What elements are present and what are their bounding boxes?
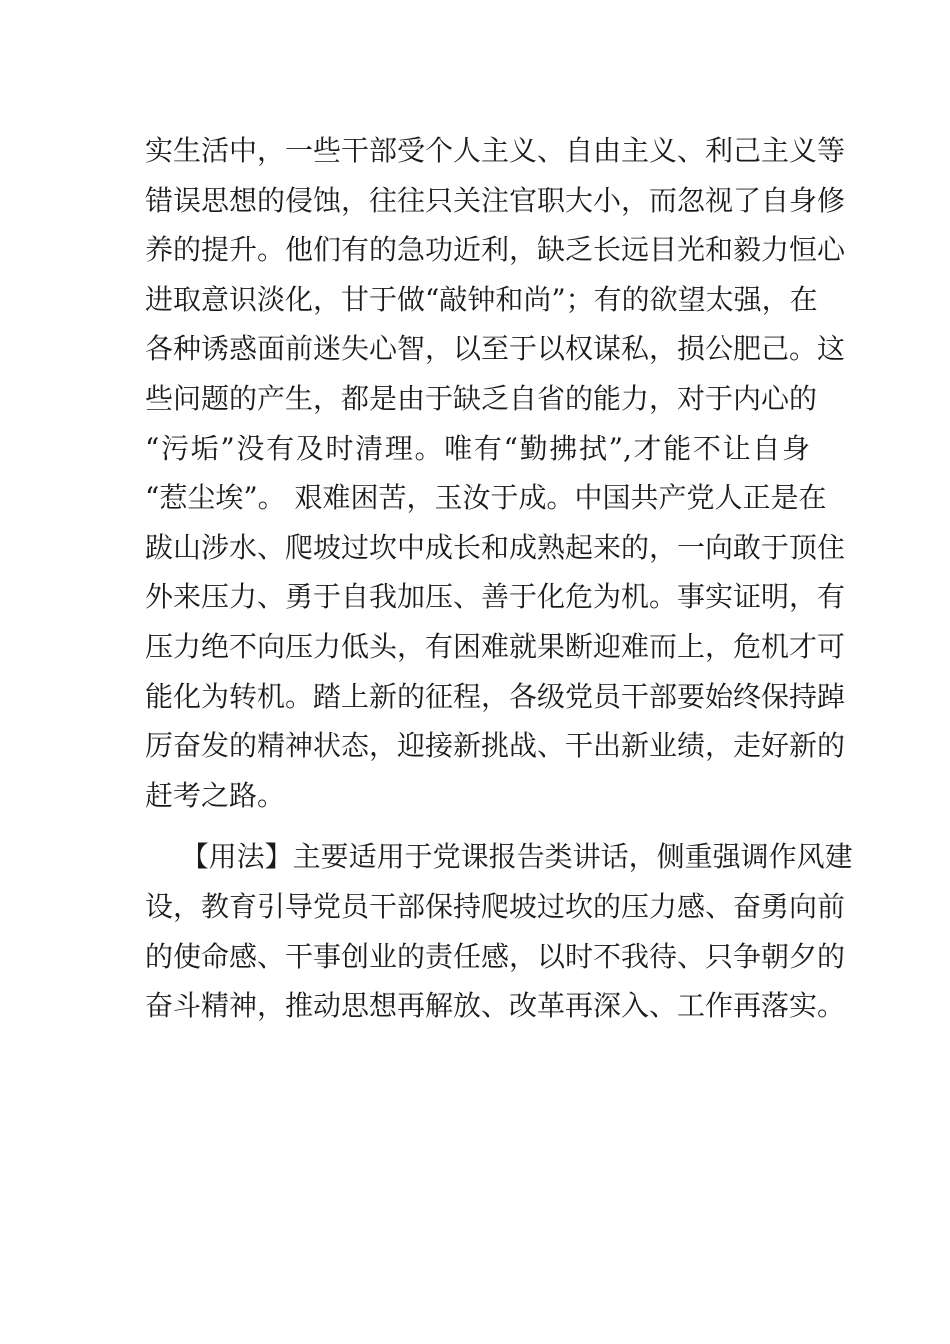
text-line: 些问题的产生，都是由于缺乏自省的能力，对于内心的 [145, 381, 818, 415]
paragraph-1 [145, 126, 846, 820]
text-line: 【用法】主要适用于党课报告类讲话，侧重强调作风建 [145, 840, 853, 874]
text-line: 压力绝不向压力低头，有困难就果断迎难而上，危机才可 [145, 629, 846, 663]
text-line: 实生活中，一些干部受个人主义、自由主义、利己主义等 [145, 134, 846, 167]
paragraph-gap [145, 820, 810, 832]
text-line: “惹尘埃”。 艰难困苦，玉汝于成。中国共产党人正是在 [145, 481, 827, 515]
body-text [145, 126, 853, 1031]
text-line: 进取意识淡化，甘于做“敲钟和尚”；有的欲望太强，在 [145, 282, 818, 316]
text-line: 跋山涉水、爬坡过坎中成长和成熟起来的，一向敢于顶住 [145, 530, 846, 564]
text-line: “污垢”没有及时清理。唯有“勤拂拭”,才能不让自身 [145, 431, 810, 465]
text-line: 厉奋发的精神状态，迎接新挑战、干出新业绩，走好新的 [145, 729, 846, 763]
text-line: 奋斗精神，推动思想再解放、改革再深入、工作再落实。 [145, 989, 846, 1023]
paragraph-2 [145, 832, 853, 1030]
text-line: 各种诱惑面前迷失心智，以至于以权谋私，损公肥己。这 [145, 332, 846, 366]
text-line: 设，教育引导党员干部保持爬坡过坎的压力感、奋勇向前 [145, 889, 846, 923]
text-line: 能化为转机。踏上新的征程，各级党员干部要始终保持踔 [145, 679, 846, 713]
text-line: 养的提升。他们有的急功近利，缺乏长远目光和毅力恒心 [145, 233, 846, 267]
text-line: 外来压力、勇于自我加压、善于化危为机。事实证明，有 [145, 580, 846, 614]
text-line: 赶考之路。 [145, 778, 286, 812]
text-line: 错误思想的侵蚀，往往只关注官职大小，而忽视了自身修 [145, 183, 846, 217]
text-line: 的使命感、干事创业的责任感，以时不我待、只争朝夕的 [145, 939, 846, 973]
